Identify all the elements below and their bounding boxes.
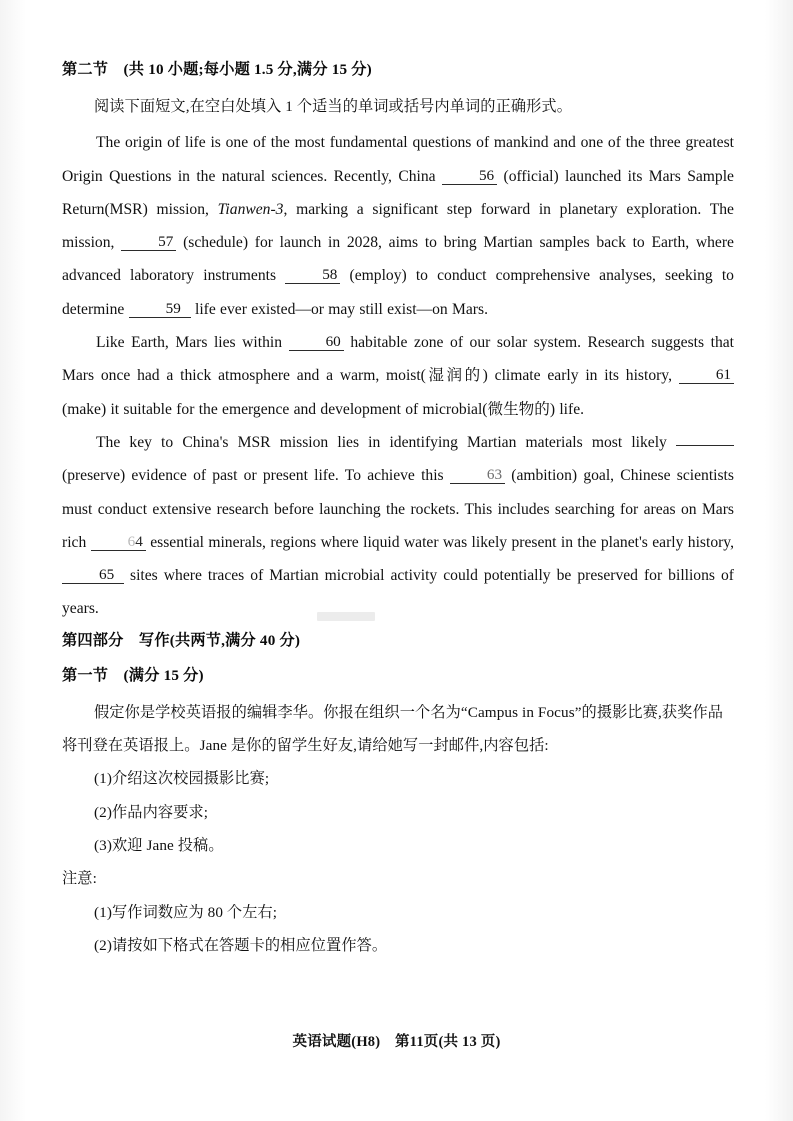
note-1: (1)写作词数应为 80 个左右; <box>94 903 278 921</box>
page-footer: 英语试题(H8) 第11页(共 13 页) <box>292 1034 501 1050</box>
blank-63[interactable]: 63 <box>450 467 505 484</box>
passage-p3-text-e: sites where traces of Martian microbial activity could potentially be preserved for billions of years. <box>62 567 734 618</box>
blank-64[interactable] <box>91 534 146 551</box>
blank-56[interactable]: 56 <box>442 168 497 185</box>
blank-60[interactable]: 60 <box>289 334 344 351</box>
writing-requirement-2: (2)作品内容要求; <box>94 803 209 821</box>
passage-paragraph-1 <box>62 126 734 326</box>
blank-65[interactable]: 65 <box>62 567 124 584</box>
blank-62[interactable] <box>676 445 734 446</box>
passage-p1-text-a: The origin of life is one of the most fundamental questions of mankind and one of the three greatest Origin Questions in the natural sciences. Recently, China <box>62 134 734 185</box>
writing-requirement-3: (3)欢迎 Jane 投稿。 <box>94 836 224 854</box>
passage-p1-text-d: (schedule) for launch in 2028, aims to bring Martian samples back to Earth, where advanced laboratory instruments <box>62 234 734 285</box>
blank-64-visible-digit: 4 <box>135 532 143 550</box>
blank-57[interactable]: 57 <box>121 234 176 251</box>
passage-p2-text-c: (make) it suitable for the emergence and development of microbial(微生物的) life. <box>62 400 585 418</box>
passage-p3-text-d: essential minerals, regions where liquid water was likely present in the planet's early history, <box>150 533 734 551</box>
blank-58[interactable]: 58 <box>285 267 340 284</box>
section-two-heading: 第二节 (共 10 小题;每小题 1.5 分,满分 15 分) <box>62 61 372 78</box>
passage-paragraph-2 <box>62 326 734 426</box>
blank-59[interactable]: 59 <box>129 301 191 318</box>
passage-p3-text-b: (preserve) evidence of past or present life. To achieve this <box>62 467 444 485</box>
page-content <box>62 58 734 962</box>
blank-64-dim-digit: 6 <box>127 532 136 550</box>
passage-p1-text-b: (official) launched its Mars Sample Return(MSR) mission, <box>62 167 734 218</box>
writing-requirement-1: (1)介绍这次校园摄影比赛; <box>94 770 270 788</box>
part-four-heading: 第四部分 写作(共两节,满分 40 分) <box>62 631 301 649</box>
passage-p3-text-c: (ambition) goal, Chinese scientists must conduct extensive research before launching the rockets. This includes searching for areas on Mars rich <box>62 467 734 551</box>
scan-smudge <box>317 612 375 621</box>
mission-name-tianwen: Tianwen-3 <box>217 200 284 218</box>
passage-p2-text-a: Like Earth, Mars lies within <box>96 334 283 352</box>
notes-label: 注意: <box>62 870 97 888</box>
section-two-instruction: 阅读下面短文,在空白处填入 1 个适当的单词或括号内单词的正确形式。 <box>94 98 573 115</box>
passage-p1-text-c: , marking a significant step forward in planetary exploration. The mission, <box>62 200 734 252</box>
part-four-section-one-heading: 第一节 (满分 15 分) <box>62 666 204 684</box>
passage-p3-text-a: The key to China's MSR mission lies in identifying Martian materials most likely <box>96 433 667 451</box>
passage-paragraph-3 <box>62 426 734 626</box>
passage-p1-text-e: (employ) to conduct comprehensive analyses, seeking to determine <box>62 267 734 318</box>
passage-p1-text-f: life ever existed—or may still exist—on Mars. <box>194 300 488 318</box>
writing-prompt: 假定你是学校英语报的编辑李华。你报在组织一个名为“Campus in Focus”的摄影比赛,获奖作品将刊登在英语报上。Jane 是你的留学生好友,请给她写一封邮件,内容包括: <box>62 703 724 755</box>
passage-p2-text-b: habitable zone of our solar system. Research suggests that Mars once had a thick atmosphere and a warm, moist(湿润的) climate early in its history, <box>62 334 735 385</box>
note-2: (2)请按如下格式在答题卡的相应位置作答。 <box>94 936 388 954</box>
blank-61[interactable]: 61 <box>679 367 734 384</box>
